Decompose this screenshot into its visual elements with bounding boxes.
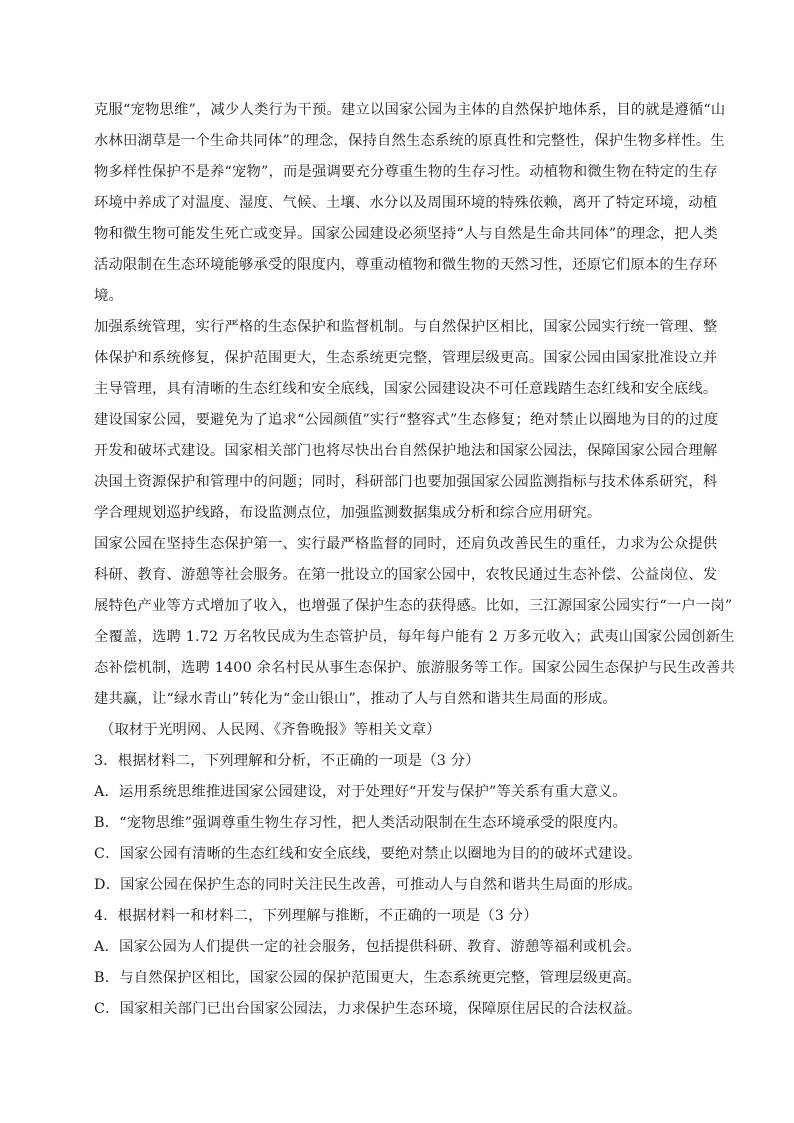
question-3 <box>94 746 706 901</box>
question-stem: 4．根据材料一和材料二，下列理解与推断，不正确的一项是（3 分） <box>94 908 538 924</box>
text-line: 克服“宠物思维”，减少人类行为干预。建立以国家公园为主体的自然保护地体系，目的就是遵循“山 <box>94 102 726 118</box>
text-line: 建共赢，让“绿水青山”转化为“金山银山”，推动了人与自然和谐共生局面的形成。 <box>94 691 617 707</box>
text-line: 建设国家公园，要避免为了追求“公园颜值”实行“整容式”生态修复；绝对禁止以圈地为目的的过度 <box>94 412 719 428</box>
option-d: D．国家公园在保护生态的同时关注民生改善，可推动人与自然和谐共生局面的形成。 <box>94 877 643 893</box>
paragraph-2 <box>94 312 719 529</box>
text-line: 活动限制在生态环境能够承受的限度内，尊重动植物和微生物的天然习性，还原它们原本的生存环 <box>94 257 718 273</box>
text-line: 物多样性保护不是养“宠物”，而是强调要充分尊重生物的生存习性。动植物和微生物在特定的生存 <box>94 164 718 180</box>
option-a: A．运用系统思维推进国家公园建设，对于处理好“开发与保护”等关系有重大意义。 <box>94 784 627 800</box>
text-line: 展特色产业等方式增加了收入，也增强了保护生态的获得感。比如，三江源国家公园实行“一户一岗” <box>94 598 733 614</box>
option-b: B．“宠物思维”强调尊重生物生存习性，把人类活动限制在生态环境承受的限度内。 <box>94 815 628 831</box>
text-line: 物和微生物可能发生死亡或变异。国家公园建设必须坚持“人与自然是生命共同体”的理念，把人类 <box>94 226 718 242</box>
text-line: 科研、教育、游憩等社会服务。在第一批设立的国家公园中，农牧民通过生态补偿、公益岗位、发 <box>94 567 718 583</box>
text-line: 国家公园在坚持生态保护第一、实行最严格监督的同时，还肩负改善民生的重任，力求为公众提供 <box>94 536 718 552</box>
option-b: B．与自然保护区相比，国家公园的保护范围更大，生态系统更完整，管理层级更高。 <box>94 970 642 986</box>
source-citation: （取材于光明网、人民网、《齐鲁晚报》等相关文章） <box>100 722 441 738</box>
paragraph-3 <box>94 529 736 715</box>
text-line: 加强系统管理，实行严格的生态保护和监督机制。与自然保护区相比，国家公园实行统一管理、整 <box>94 319 718 335</box>
option-c: C．国家相关部门已出台国家公园法，力求保护生态环境，保障原住居民的合法权益。 <box>94 1001 642 1017</box>
text-line: 境。 <box>94 288 123 304</box>
article-body <box>94 95 736 1025</box>
text-line: 水林田湖草是一个生命共同体”的理念，保持自然生态系统的原真性和完整性，保护生物多样性。生 <box>94 133 725 149</box>
text-line: 学合理规划巡护线路，布设监测点位，加强监测数据集成分析和综合应用研究。 <box>94 505 602 521</box>
text-line: 态补偿机制，选聘 1400 余名村民从事生态保护、旅游服务等工作。国家公园生态保护与民生改善共 <box>94 660 736 676</box>
text-line: 全覆盖，选聘 1.72 万名牧民成为生态管护员，每年每户能有 2 万多元收入；武夷山国家公园创新生 <box>94 629 735 645</box>
paragraph-1 <box>94 95 726 312</box>
option-c: C．国家公园有清晰的生态红线和安全底线，要绝对禁止以圈地为目的的破坏式建设。 <box>94 846 642 862</box>
text-line: 体保护和系统修复，保护范围更大，生态系统更完整，管理层级更高。国家公园由国家批准设立并 <box>94 350 718 366</box>
option-a: A．国家公园为人们提供一定的社会服务，包括提供科研、教育、游憩等福利或机会。 <box>94 939 641 955</box>
text-line: 开发和破坏式建设。国家相关部门也将尽快出台自然保护地法和国家公园法，保障国家公园合理解 <box>94 443 718 459</box>
text-line: 决国土资源保护和管理中的问题；同时，科研部门也要加强国家公园监测指标与技术体系研究，科 <box>94 474 718 490</box>
question-4 <box>94 901 706 1025</box>
question-stem: 3．根据材料二，下列理解和分析，不正确的一项是（3 分） <box>94 753 480 769</box>
text-line: 主导管理，具有清晰的生态红线和安全底线，国家公园建设决不可任意践踏生态红线和安全底线。 <box>94 381 718 397</box>
text-line: 环境中养成了对温度、湿度、气候、土壤、水分以及周围环境的特殊依赖，离开了特定环境，动植 <box>94 195 718 211</box>
